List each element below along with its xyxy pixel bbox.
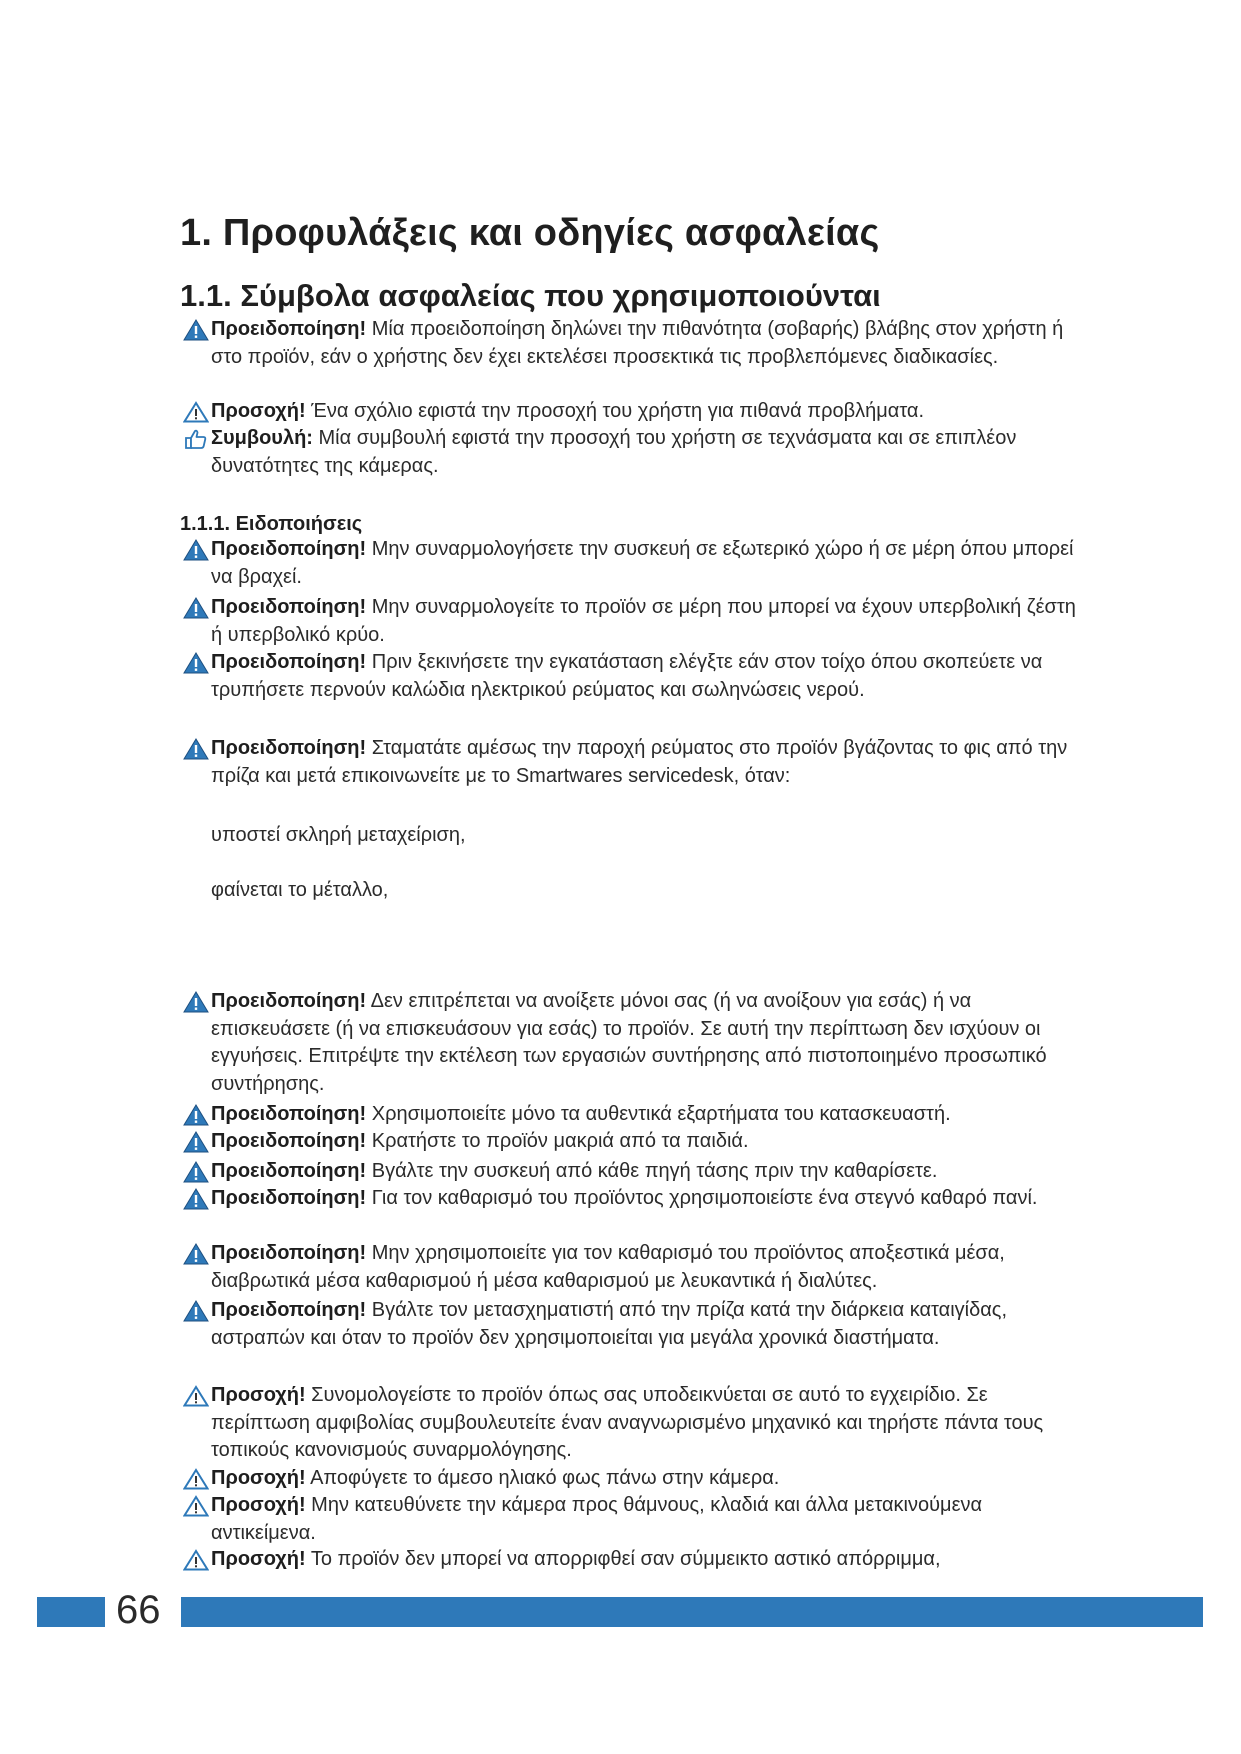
notice-item: Προσοχή! Μην κατευθύνετε την κάμερα προς θάμνους, κλαδιά και άλλα μετακινούμενα αντικείμενα.	[183, 1492, 1078, 1547]
notices-title: 1.1.1. Ειδοποιήσεις	[180, 513, 363, 535]
condition-item: φαίνεται το μέταλλο,	[211, 879, 389, 901]
warning-filled-icon	[183, 738, 209, 760]
footer-bar-left	[37, 1597, 105, 1627]
warning-filled-icon	[183, 991, 209, 1013]
warning-filled-icon	[183, 1188, 209, 1210]
notice-item: Προειδοποίηση! Σταματάτε αμέσως την παροχή ρεύματος στο προϊόν βγάζοντας το φις από την πρίζα και μετά επικοινωνείτε με το Smartwares servicedesk, όταν:	[183, 735, 1078, 790]
warning-filled-icon	[183, 597, 209, 619]
notice-item: Προειδοποίηση! Χρησιμοποιείτε μόνο τα αυθεντικά εξαρτήματα του κατασκευαστή.	[183, 1101, 1078, 1129]
warning-filled-icon	[183, 1161, 209, 1183]
thumbs-up-icon	[183, 428, 209, 450]
warning-filled-icon	[183, 1131, 209, 1153]
warning-filled-icon	[183, 539, 209, 561]
section-title: 1. Προφυλάξεις και οδηγίες ασφαλείας	[180, 212, 880, 254]
notice-item: Προσοχή! Συνομολογείστε το προϊόν όπως σας υποδεικνύεται σε αυτό το εγχειρίδιο. Σε περίπτωση αμφιβολίας συμβουλευτείτε έναν αναγνωρισμένο μηχανικό και τηρήστε πάντα τους τοπικούς κανονισμούς συναρμολόγησης.	[183, 1382, 1078, 1465]
caution-outline-icon	[183, 1495, 209, 1517]
notice-item: Προειδοποίηση! Μην χρησιμοποιείτε για τον καθαρισμό του προϊόντος αποξεστικά μέσα, διαβρωτικά μέσα καθαρισμού ή μέσα καθαρισμού με λευκαντικά ή διαλύτες.	[183, 1240, 1078, 1295]
notice-item: Προειδοποίηση! Κρατήστε το προϊόν μακριά από τα παιδιά.	[183, 1128, 1078, 1156]
symbol-tip-item: Συμβουλή: Μία συμβουλή εφιστά την προσοχή του χρήστη σε τεχνάσματα και σε επιπλέον δυνατότητες της κάμερας.	[183, 425, 1078, 480]
caution-outline-icon	[183, 1468, 209, 1490]
caution-outline-icon	[183, 401, 209, 423]
caution-outline-icon	[183, 1549, 209, 1571]
notice-item: Προειδοποίηση! Πριν ξεκινήσετε την εγκατάσταση ελέγξτε εάν στον τοίχο όπου σκοπεύετε να τρυπήσετε περνούν καλώδια ηλεκτρικού ρεύματος και σωληνώσεις νερού.	[183, 649, 1078, 704]
notice-item: Προσοχή! Αποφύγετε το άμεσο ηλιακό φως πάνω στην κάμερα.	[183, 1465, 1078, 1493]
notice-item: Προειδοποίηση! Για τον καθαρισμό του προϊόντος χρησιμοποιείστε ένα στεγνό καθαρό πανί.	[183, 1185, 1078, 1213]
warning-filled-icon	[183, 1104, 209, 1126]
page-number: 66	[116, 1588, 161, 1632]
notice-item: Προειδοποίηση! Μην συναρμολογήσετε την συσκευή σε εξωτερικό χώρο ή σε μέρη όπου μπορεί να βραχεί.	[183, 536, 1078, 591]
notice-item: Προειδοποίηση! Δεν επιτρέπεται να ανοίξετε μόνοι σας (ή να ανοίξουν για εσάς) ή να επισκευάσετε (ή να επισκευάσουν για εσάς) το προϊόν. Σε αυτή την περίπτωση δεν ισχύουν οι εγγυήσεις. Επιτρέψτε την εκτέλεση των εργασιών συντήρησης από πιστοποιημένο προσωπικό συντήρησης.	[183, 988, 1078, 1098]
warning-filled-icon	[183, 652, 209, 674]
warning-filled-icon	[183, 1243, 209, 1265]
condition-item: υποστεί σκληρή μεταχείριση,	[211, 824, 466, 846]
notice-item: Προειδοποίηση! Βγάλτε την συσκευή από κάθε πηγή τάσης πριν την καθαρίσετε.	[183, 1158, 1078, 1186]
warning-filled-icon	[183, 319, 209, 341]
notice-item: Προειδοποίηση! Μην συναρμολογείτε το προϊόν σε μέρη που μπορεί να έχουν υπερβολική ζέστη ή υπερβολικό κρύο.	[183, 594, 1078, 649]
warning-filled-icon	[183, 1300, 209, 1322]
symbol-caution-item: Προσοχή! Ένα σχόλιο εφιστά την προσοχή του χρήστη για πιθανά προβλήματα.	[183, 398, 1078, 426]
caution-outline-icon	[183, 1385, 209, 1407]
symbol-warning-item: Προειδοποίηση! Μία προειδοποίηση δηλώνει την πιθανότητα (σοβαρής) βλάβης στον χρήστη ή στο προϊόν, εάν ο χρήστης δεν έχει εκτελέσει προσεκτικά τις προβλεπόμενες διαδικασίες.	[183, 316, 1078, 371]
subsection-title: 1.1. Σύμβολα ασφαλείας που χρησιμοποιούνται	[180, 278, 881, 313]
notice-item: Προσοχή! Το προϊόν δεν μπορεί να απορριφθεί σαν σύμμεικτο αστικό απόρριμμα,	[183, 1546, 1078, 1574]
footer-bar-right	[181, 1597, 1203, 1627]
notice-item: Προειδοποίηση! Βγάλτε τον μετασχηματιστή από την πρίζα κατά την διάρκεια καταιγίδας, αστραπών και όταν το προϊόν δεν χρησιμοποιείται για μεγάλα χρονικά διαστήματα.	[183, 1297, 1078, 1352]
